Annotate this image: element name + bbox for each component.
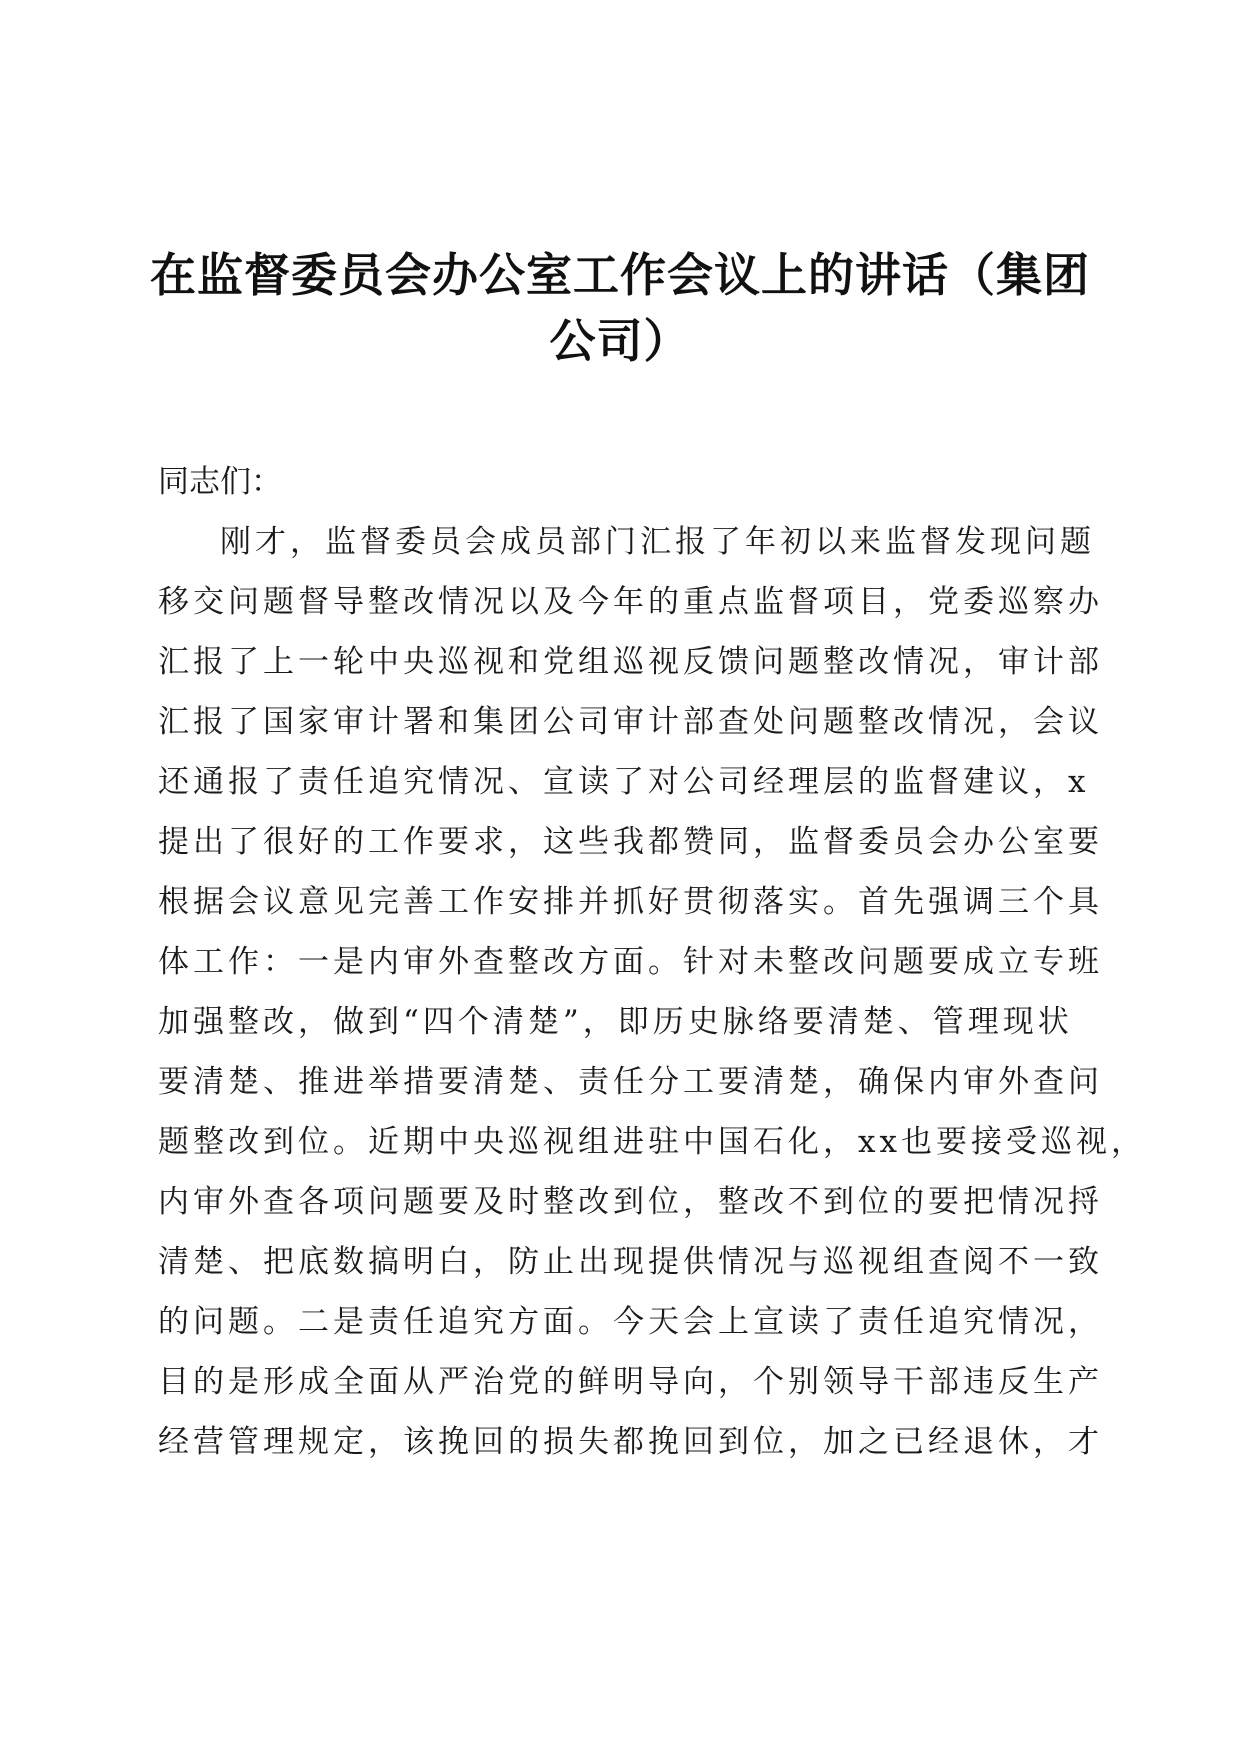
paragraph-line: 刚才，监督委员会成员部门汇报了年初以来监督发现问题	[220, 524, 1095, 560]
paragraph-line: 经营管理规定，该挽回的损失都挽回到位，加之已经退休，才	[158, 1424, 1103, 1460]
salutation: 同志们：	[158, 464, 282, 500]
paragraph-line: 内审外查各项问题要及时整改到位，整改不到位的要把情况捋	[158, 1184, 1103, 1220]
paragraph-line: 体工作：一是内审外查整改方面。针对未整改问题要成立专班	[158, 944, 1103, 980]
document-title	[150, 242, 1090, 374]
paragraph-line: 汇报了上一轮中央巡视和党组巡视反馈问题整改情况，审计部	[158, 644, 1103, 680]
paragraph-line: 根据会议意见完善工作安排并抓好贯彻落实。首先强调三个具	[158, 884, 1103, 920]
title-line-2: 公司）	[549, 314, 691, 368]
paragraph-line: 移交问题督导整改情况以及今年的重点监督项目，党委巡察办	[158, 584, 1103, 620]
paragraph-line: 的问题。二是责任追究方面。今天会上宣读了责任追究情况，	[158, 1304, 1103, 1340]
paragraph-line: 目的是形成全面从严治党的鲜明导向，个别领导干部违反生产	[158, 1364, 1103, 1400]
body-paragraph	[158, 512, 1146, 1472]
title-line-1: 在监督委员会办公室工作会议上的讲话（集团	[150, 248, 1090, 302]
paragraph-line: 加强整改，做到“四个清楚”，即历史脉络要清楚、管理现状	[158, 1004, 1073, 1040]
paragraph-line: 清楚、把底数搞明白，防止出现提供情况与巡视组查阅不一致	[158, 1244, 1103, 1280]
paragraph-line: 题整改到位。近期中央巡视组进驻中国石化，xx也要接受巡视，	[158, 1124, 1146, 1160]
document-body	[158, 452, 1146, 1472]
paragraph-line: 汇报了国家审计署和集团公司审计部查处问题整改情况，会议	[158, 704, 1103, 740]
paragraph-line: 还通报了责任追究情况、宣读了对公司经理层的监督建议，x	[158, 764, 1090, 800]
paragraph-line: 要清楚、推进举措要清楚、责任分工要清楚，确保内审外查问	[158, 1064, 1103, 1100]
paragraph-line: 提出了很好的工作要求，这些我都赞同，监督委员会办公室要	[158, 824, 1103, 860]
